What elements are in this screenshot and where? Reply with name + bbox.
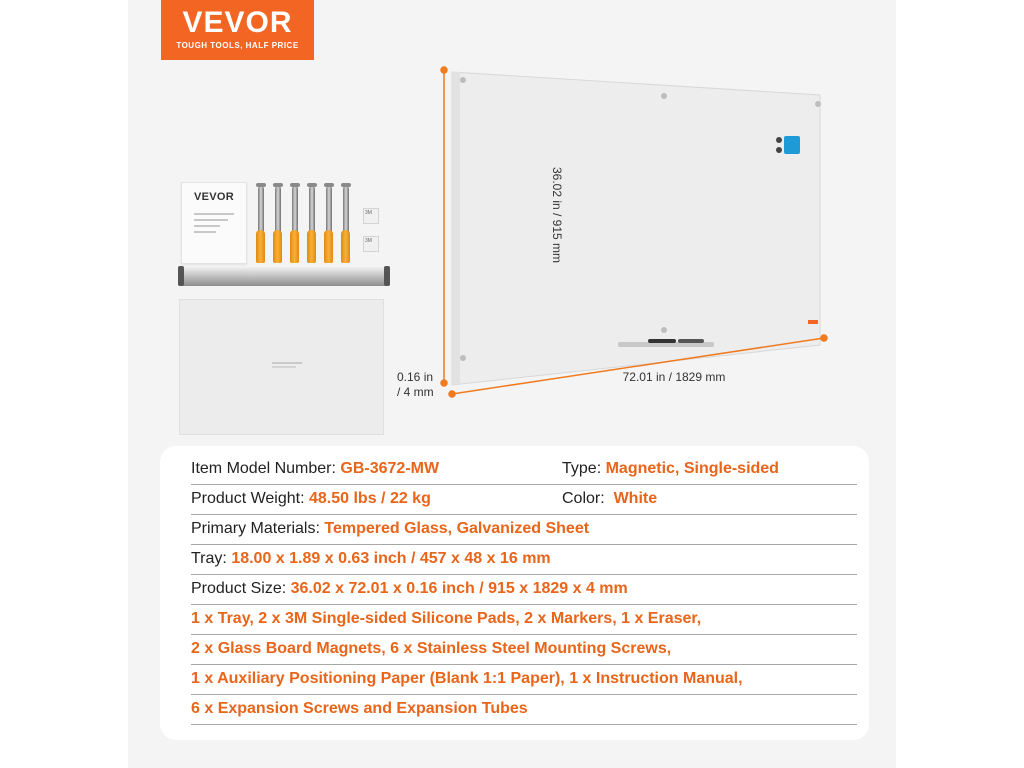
- package-line: 2 x Glass Board Magnets, 6 x Stainless Steel Mounting Screws,: [191, 640, 672, 657]
- package-row: [191, 604, 857, 635]
- mounting-cap: [815, 101, 821, 107]
- board-brand-tag: [808, 320, 818, 324]
- spec-tray: Tray: 18.00 x 1.89 x 0.63 inch / 457 x 48 x 16 mm: [191, 550, 551, 567]
- thickness-dimension-label: 0.16 in / 4 mm: [397, 370, 434, 399]
- eraser: [784, 136, 800, 154]
- silicone-pad: 3M: [363, 208, 379, 224]
- package-row: [191, 634, 857, 665]
- marker: [678, 339, 704, 343]
- spec-row: [191, 514, 857, 545]
- width-dimension-label: 72.01 in / 1829 mm: [622, 370, 726, 384]
- glass-board: [452, 72, 820, 385]
- dimension-endpoint: [821, 335, 827, 341]
- spec-row: [191, 574, 857, 605]
- magnet: [776, 147, 782, 153]
- spec-model: Item Model Number: GB-3672-MW: [191, 460, 440, 477]
- spec-weight: Product Weight: 48.50 lbs / 22 kg: [191, 490, 431, 507]
- package-line: 1 x Tray, 2 x 3M Single-sided Silicone Pads, 2 x Markers, 1 x Eraser,: [191, 610, 702, 627]
- logo-brand: VEVOR: [182, 6, 293, 39]
- spec-color: Color: White: [562, 490, 658, 507]
- height-dimension-label: 36.02 in / 915 mm: [550, 166, 564, 264]
- board-edge: [452, 72, 460, 385]
- manual-brand: VEVOR: [193, 191, 234, 203]
- spec-row: [191, 544, 857, 575]
- specifications-card: [160, 446, 869, 740]
- spec-row: [191, 484, 857, 515]
- package-line: 1 x Auxiliary Positioning Paper (Blank 1:1 Paper), 1 x Instruction Manual,: [191, 670, 743, 687]
- package-row: [191, 664, 857, 695]
- package-line: 6 x Expansion Screws and Expansion Tubes: [191, 700, 528, 717]
- spec-size: Product Size: 36.02 x 72.01 x 0.16 inch / 915 x 1829 x 4 mm: [191, 580, 628, 597]
- spec-row: [191, 454, 857, 485]
- package-row: [191, 694, 857, 725]
- silicone-pad: 3M: [363, 236, 379, 252]
- whiteboard-illustration: [128, 0, 896, 440]
- spec-type: Type: Magnetic, Single-sided: [562, 460, 779, 477]
- dimension-endpoint: [441, 67, 447, 73]
- mounting-cap: [460, 77, 466, 83]
- mounting-cap: [661, 93, 667, 99]
- logo-tagline: TOUGH TOOLS, HALF PRICE: [176, 41, 299, 50]
- spec-materials: Primary Materials: Tempered Glass, Galvanized Sheet: [191, 520, 590, 537]
- marker: [648, 339, 676, 343]
- mounting-cap: [661, 327, 667, 333]
- dimension-endpoint: [449, 391, 455, 397]
- mounting-cap: [460, 355, 466, 361]
- product-image-canvas: [128, 0, 896, 768]
- magnet: [776, 137, 782, 143]
